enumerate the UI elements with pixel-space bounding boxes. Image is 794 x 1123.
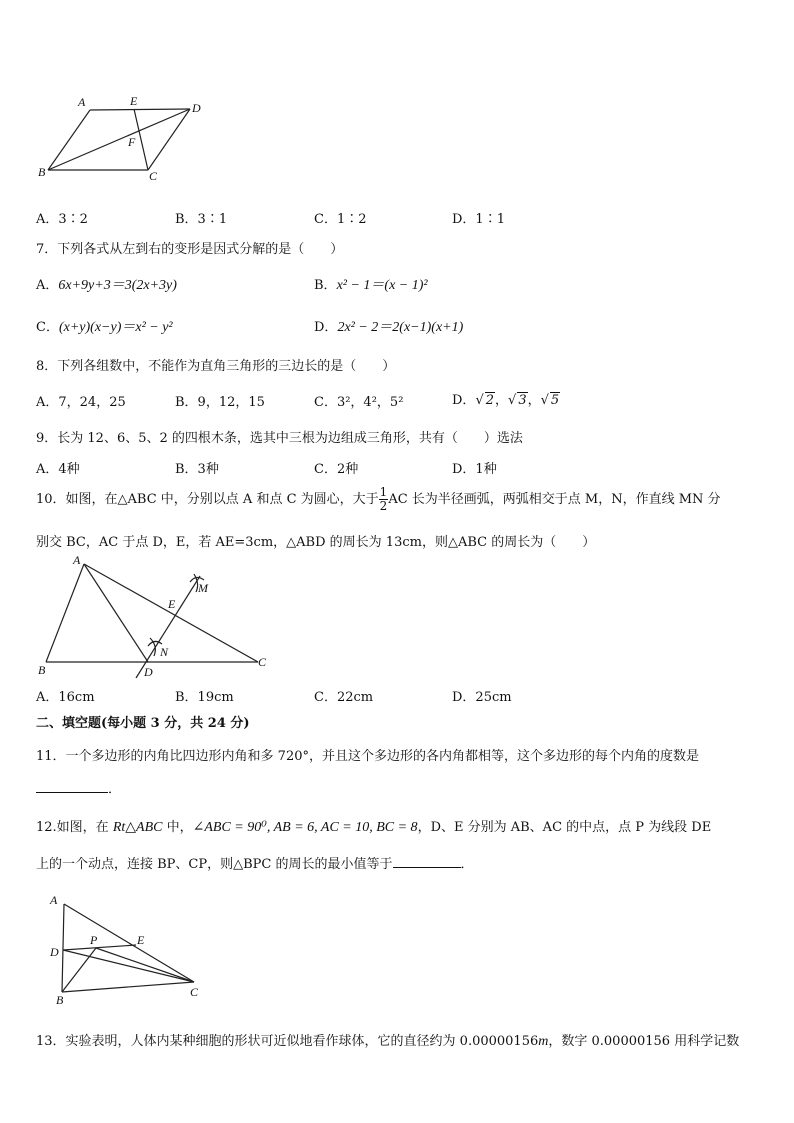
q13-p1: 13．实验表明，人体内某种细胞的形状可近似地看作球体，它的直径约为 0.00000156 bbox=[36, 1034, 539, 1049]
q12-tail: ． bbox=[460, 857, 474, 872]
q11-answer-blank[interactable] bbox=[36, 780, 108, 793]
q10-stem-part2: AC 长为半径画弧，两弧相交于点 M，N，作直线 MN 分 bbox=[388, 492, 721, 507]
q10-option-d[interactable]: D．25cm bbox=[452, 690, 512, 705]
q13-unit: m bbox=[538, 1034, 549, 1049]
label-D: D bbox=[50, 945, 59, 959]
fraction-denominator: 2 bbox=[379, 499, 388, 513]
q7-option-b[interactable] bbox=[314, 274, 428, 294]
fraction-numerator: 1 bbox=[379, 485, 388, 499]
q7-d-label: D． bbox=[314, 320, 338, 335]
q7-c-label: C． bbox=[36, 320, 59, 335]
q7-a-label: A． bbox=[36, 278, 59, 293]
q7-option-d[interactable] bbox=[314, 316, 463, 336]
q7-option-a[interactable] bbox=[36, 274, 177, 294]
label-B: B bbox=[38, 663, 46, 677]
q6-option-a[interactable]: A．3∶2 bbox=[36, 212, 88, 227]
label-D: D bbox=[192, 101, 201, 115]
label-A: A bbox=[78, 95, 86, 109]
q10-option-c[interactable]: C．22cm bbox=[314, 690, 374, 705]
q13-p2: ，数字 0.00000156 用科学记数 bbox=[548, 1034, 740, 1049]
segment-AD bbox=[90, 109, 190, 110]
triangle-p-figure bbox=[40, 888, 220, 1008]
segment-AC bbox=[84, 564, 258, 662]
q7-stem: 7．下列各式从左到右的变形是因式分解的是（ ） bbox=[36, 242, 344, 257]
q12-p1: 12.如图，在 bbox=[36, 820, 113, 835]
q7-a-expr: 6x+9y+3＝3(2x+3y) bbox=[58, 278, 177, 293]
q12-rt-triangle: Rt△ABC bbox=[112, 820, 163, 835]
q9-option-d[interactable]: D．1种 bbox=[452, 462, 497, 477]
segment-AB bbox=[46, 564, 84, 662]
label-A: A bbox=[50, 893, 58, 907]
q13-stem bbox=[36, 1030, 739, 1050]
q8-d-label: D． bbox=[452, 393, 476, 408]
q9-option-a[interactable]: A．4种 bbox=[36, 462, 80, 477]
q10-stem-line1 bbox=[36, 486, 721, 513]
sqrt-5: 5 bbox=[550, 393, 560, 408]
q7-d-expr: 2x² − 2＝2(x−1)(x+1) bbox=[337, 320, 464, 335]
q9-option-c[interactable]: C．2种 bbox=[314, 462, 359, 477]
label-M: M bbox=[198, 581, 208, 595]
q8-c-expr: 3²，4²，5² bbox=[336, 395, 404, 410]
q12-condition: ∠ABC = 90⁰, AB = 6, AC = 10, BC = 8 bbox=[192, 820, 418, 835]
q12-answer-blank[interactable] bbox=[393, 855, 461, 868]
q12-stem-line1 bbox=[36, 816, 711, 836]
q6-option-d[interactable]: D．1∶1 bbox=[452, 212, 505, 227]
q12-p3: ，D、E 分别为 AB、AC 的中点，点 P 为线段 DE bbox=[417, 820, 712, 835]
label-A: A bbox=[73, 553, 81, 567]
label-E: E bbox=[168, 597, 176, 611]
q12-stem-line2 bbox=[36, 853, 474, 872]
q9-option-b[interactable]: B．3种 bbox=[175, 462, 219, 477]
segment-AC bbox=[64, 904, 194, 982]
q12-p2: 中， bbox=[162, 820, 193, 835]
q11-answer-line bbox=[36, 778, 121, 797]
q6-option-b[interactable]: B．3∶1 bbox=[175, 212, 228, 227]
q10-stem-line2: 别交 BC，AC 于点 D，E，若 AE=3cm，△ABD 的周长为 13cm，则△ABC 的周长为（ ） bbox=[36, 535, 596, 550]
q7-b-label: B． bbox=[314, 278, 337, 293]
triangle-mn-figure bbox=[30, 552, 280, 680]
section-heading-fill-in: 二、填空题(每小题 3 分，共 24 分) bbox=[36, 716, 250, 731]
label-N: N bbox=[160, 645, 169, 659]
q8-option-b[interactable]: B．9，12，15 bbox=[175, 395, 265, 410]
q7-c-expr: (x+y)(x−y)＝x² − y² bbox=[58, 320, 173, 335]
q10-option-b[interactable]: B．19cm bbox=[175, 690, 234, 705]
line-MN bbox=[136, 576, 200, 678]
label-E: E bbox=[137, 933, 145, 947]
q8-option-a[interactable]: A．7，24，25 bbox=[36, 395, 126, 410]
q10-stem-part1: 10．如图，在△ABC 中，分别以点 A 和点 C 为圆心，大于 bbox=[36, 492, 379, 507]
label-B: B bbox=[38, 165, 46, 179]
fraction-one-half bbox=[379, 486, 389, 513]
segment-EC bbox=[134, 109, 148, 170]
label-C: C bbox=[190, 985, 199, 999]
q9-stem: 9．长为 12、6、5、2 的四根木条，选其中三根为边组成三角形，共有（ ）选法 bbox=[36, 431, 523, 446]
q8-option-c[interactable] bbox=[314, 391, 403, 410]
segment-BC bbox=[62, 982, 194, 992]
label-B: B bbox=[56, 993, 64, 1007]
q8-option-d[interactable]: D．√ 2，√ 3，√ 5 bbox=[452, 393, 560, 408]
parallelogram-figure bbox=[30, 90, 220, 190]
q8-stem: 8．下列各组数中，不能作为直角三角形的三边长的是（ ） bbox=[36, 359, 396, 374]
q11-stem: 11．一个多边形的内角比四边形内角和多 720°，并且这个多边形的各内角都相等，这个多边形的每个内角的度数是 bbox=[36, 749, 699, 764]
q11-tail: ． bbox=[108, 782, 122, 797]
q12-line2: 上的一个动点，连接 BP、CP，则△BPC 的周长的最小值等于 bbox=[36, 857, 393, 872]
label-E: E bbox=[130, 94, 138, 108]
q7-b-expr: x² − 1＝(x − 1)² bbox=[336, 278, 428, 293]
segment-AB bbox=[62, 904, 64, 992]
label-C: C bbox=[149, 169, 158, 183]
label-P: P bbox=[90, 933, 98, 947]
label-C: C bbox=[258, 655, 267, 669]
segment-AD bbox=[84, 564, 148, 662]
sqrt-3: 3 bbox=[518, 393, 527, 408]
q7-option-c[interactable] bbox=[36, 316, 173, 336]
label-F: F bbox=[128, 135, 136, 149]
sqrt-2: 2 bbox=[485, 393, 495, 408]
label-D: D bbox=[144, 665, 153, 679]
q8-c-label: C． bbox=[314, 395, 337, 410]
q6-option-c[interactable]: C．1∶2 bbox=[314, 212, 367, 227]
q10-option-a[interactable]: A．16cm bbox=[36, 690, 95, 705]
segment-BP bbox=[62, 948, 96, 992]
